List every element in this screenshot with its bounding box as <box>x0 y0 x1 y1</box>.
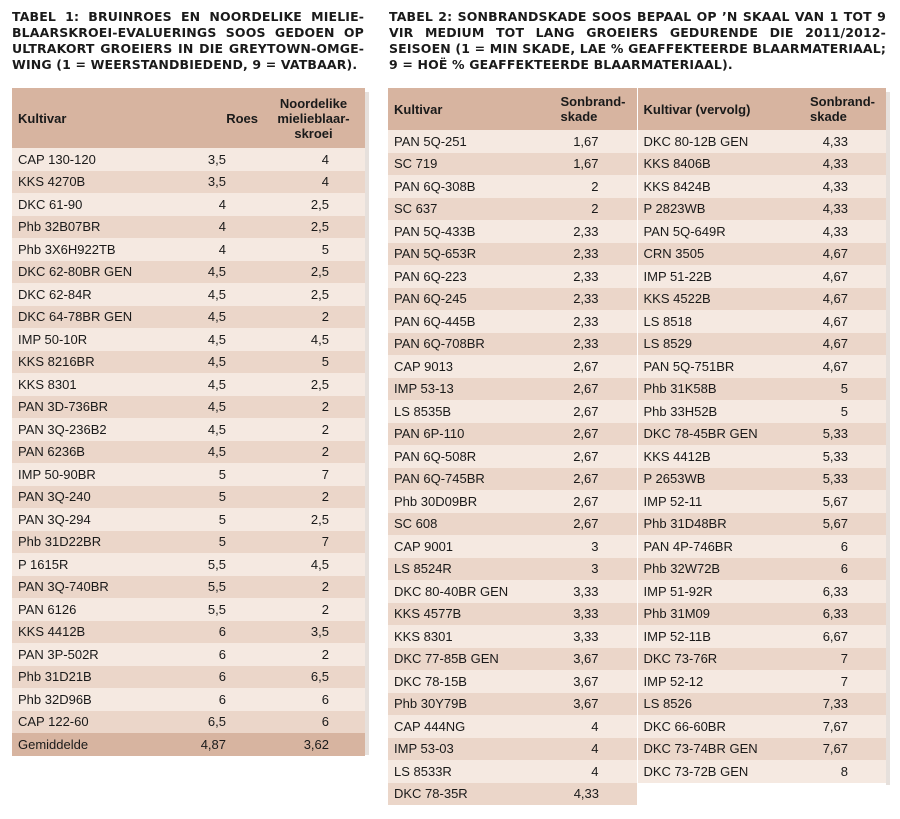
rust-value-cell: 4,5 <box>164 418 264 441</box>
table-row <box>388 153 886 176</box>
sunburn-value-cell: 7 <box>787 670 886 693</box>
nclb-value-cell: 7 <box>264 531 365 554</box>
nclb-value-cell: 5 <box>264 238 365 261</box>
cultivar-cell: PAN 3Q-294 <box>12 508 164 531</box>
cultivar-cell: PAN 3Q-236B2 <box>12 418 164 441</box>
sunburn-value-cell: 4,33 <box>787 175 886 198</box>
table2 <box>388 88 886 805</box>
sunburn-value-cell: 6,33 <box>787 603 886 626</box>
table-row <box>12 396 365 419</box>
table1-body <box>12 148 365 756</box>
table1-header-noordelike-text: Noordelike mielieblaar-skroei <box>277 95 350 141</box>
table-row <box>388 760 886 783</box>
cultivar-cell: SC 719 <box>388 153 538 176</box>
nclb-value-cell: 2 <box>264 576 365 599</box>
cultivar-cell: IMP 51-22B <box>637 265 787 288</box>
cultivar-cell: Phb 32B07BR <box>12 216 164 239</box>
cultivar-cell: P 2653WB <box>637 468 787 491</box>
sunburn-value-cell: 6 <box>787 558 886 581</box>
sunburn-value-cell: 3 <box>538 535 637 558</box>
cultivar-cell: KKS 8301 <box>388 625 538 648</box>
table-row <box>388 378 886 401</box>
rust-value-cell: 4,5 <box>164 306 264 329</box>
table-row <box>12 148 365 171</box>
sunburn-value-cell: 2,33 <box>538 310 637 333</box>
sunburn-value-cell: 8 <box>787 760 886 783</box>
nclb-value-cell: 6 <box>264 711 365 734</box>
sunburn-value-cell: 4,67 <box>787 265 886 288</box>
sunburn-value-cell: 3,67 <box>538 670 637 693</box>
nclb-value-cell: 4,5 <box>264 328 365 351</box>
rust-value-cell: 4,5 <box>164 441 264 464</box>
cultivar-cell: PAN 3D-736BR <box>12 396 164 419</box>
sunburn-value-cell: 2,67 <box>538 468 637 491</box>
sunburn-value-cell: 3,33 <box>538 580 637 603</box>
nclb-value-cell: 2 <box>264 643 365 666</box>
table-row <box>12 643 365 666</box>
rust-value-cell: 4,5 <box>164 373 264 396</box>
cultivar-cell: DKC 80-12B GEN <box>637 130 787 153</box>
cultivar-cell: DKC 64-78BR GEN <box>12 306 164 329</box>
cultivar-cell: KKS 8301 <box>12 373 164 396</box>
cultivar-cell: PAN 6236B <box>12 441 164 464</box>
cultivar-cell: SC 608 <box>388 513 538 536</box>
sunburn-value-cell: 2,67 <box>538 378 637 401</box>
cultivar-cell: PAN 6Q-245 <box>388 288 538 311</box>
sunburn-value-cell: 4,67 <box>787 243 886 266</box>
table-row <box>12 463 365 486</box>
table-row <box>388 198 886 221</box>
table2-header-sonbrandskade <box>538 88 637 130</box>
cultivar-cell: Phb 31D21B <box>12 666 164 689</box>
sunburn-value-cell: 7,67 <box>787 738 886 761</box>
nclb-value-cell: 2,5 <box>264 283 365 306</box>
nclb-value-cell: 2,5 <box>264 373 365 396</box>
table-row <box>12 666 365 689</box>
table-row <box>388 243 886 266</box>
cultivar-cell: PAN 6Q-708BR <box>388 333 538 356</box>
rust-value-cell: 5,5 <box>164 598 264 621</box>
cultivar-cell: IMP 52-11 <box>637 490 787 513</box>
sunburn-value-cell: 7 <box>787 648 886 671</box>
table-row <box>12 193 365 216</box>
nclb-value-cell: 6 <box>264 688 365 711</box>
table2-header-kultivar: Kultivar <box>388 88 538 130</box>
rust-value-cell: 6 <box>164 666 264 689</box>
sunburn-value-cell: 2,67 <box>538 445 637 468</box>
cultivar-cell: PAN 6Q-508R <box>388 445 538 468</box>
cultivar-cell: DKC 62-80BR GEN <box>12 261 164 284</box>
cultivar-cell: P 2823WB <box>637 198 787 221</box>
table-row <box>388 558 886 581</box>
table1 <box>12 88 365 756</box>
table-row <box>12 531 365 554</box>
sunburn-value-cell: 3,67 <box>538 693 637 716</box>
sunburn-value-cell: 2,33 <box>538 220 637 243</box>
table-row <box>388 265 886 288</box>
rust-value-cell: 4,5 <box>164 396 264 419</box>
cultivar-cell: LS 8526 <box>637 693 787 716</box>
cultivar-cell: PAN 3Q-740BR <box>12 576 164 599</box>
table-row <box>388 423 886 446</box>
sunburn-value-cell: 3 <box>538 558 637 581</box>
cultivar-cell: PAN 6Q-745BR <box>388 468 538 491</box>
cultivar-cell: IMP 50-10R <box>12 328 164 351</box>
table-row <box>12 576 365 599</box>
rust-value-cell: 4 <box>164 216 264 239</box>
cultivar-cell: DKC 78-35R <box>388 783 538 806</box>
cultivar-cell: PAN 4P-746BR <box>637 535 787 558</box>
cultivar-cell: CRN 3505 <box>637 243 787 266</box>
sunburn-value-cell: 4,33 <box>787 153 886 176</box>
sunburn-value-cell: 2,67 <box>538 513 637 536</box>
cultivar-cell: KKS 4270B <box>12 171 164 194</box>
cultivar-cell: DKC 80-40BR GEN <box>388 580 538 603</box>
table2-header-sonbrandskade-2-text: Sonbrand-skade <box>810 94 875 124</box>
nclb-value-cell: 2,5 <box>264 508 365 531</box>
table-row <box>12 486 365 509</box>
cultivar-cell: CAP 444NG <box>388 715 538 738</box>
sunburn-value-cell: 5,33 <box>787 468 886 491</box>
nclb-value-cell: 2 <box>264 418 365 441</box>
table-row <box>12 351 365 374</box>
cultivar-cell: IMP 51-92R <box>637 580 787 603</box>
sunburn-value-cell: 5,67 <box>787 513 886 536</box>
nclb-value-cell: 2,5 <box>264 216 365 239</box>
cultivar-cell: CAP 9013 <box>388 355 538 378</box>
nclb-value-cell: 4 <box>264 171 365 194</box>
rust-value-cell: 5 <box>164 508 264 531</box>
table1-header-noordelike <box>264 88 365 148</box>
cultivar-cell: PAN 6126 <box>12 598 164 621</box>
table2-header-sonbrandskade-text: Sonbrand-skade <box>560 94 626 124</box>
cultivar-cell: KKS 4522B <box>637 288 787 311</box>
sunburn-value-cell: 2,67 <box>538 490 637 513</box>
sunburn-value-cell: 2,33 <box>538 265 637 288</box>
sunburn-value-cell: 6,33 <box>787 580 886 603</box>
rust-value-cell: 3,5 <box>164 148 264 171</box>
cultivar-cell: CAP 122-60 <box>12 711 164 734</box>
table-row <box>12 171 365 194</box>
sunburn-value-cell: 4 <box>538 738 637 761</box>
table2-header-kultivar-vervolg: Kultivar (vervolg) <box>637 88 787 130</box>
cultivar-cell: PAN 6P-110 <box>388 423 538 446</box>
nclb-value-cell: 3,5 <box>264 621 365 644</box>
cultivar-cell: DKC 78-15B <box>388 670 538 693</box>
cultivar-cell: Phb 32D96B <box>12 688 164 711</box>
nclb-value-cell: 2 <box>264 396 365 419</box>
cultivar-cell: PAN 6Q-308B <box>388 175 538 198</box>
sunburn-value-cell: 4,33 <box>787 220 886 243</box>
cultivar-cell: PAN 5Q-653R <box>388 243 538 266</box>
rust-value-cell: 3,5 <box>164 171 264 194</box>
rust-value-cell: 5,5 <box>164 576 264 599</box>
rust-value-cell: 4,5 <box>164 283 264 306</box>
table1-caption: TABEL 1: BRUINROES EN NOORDELIKE MIELIEBLAARSKROEI-EVALUERINGS SOOS GEDOEN OP ULTRAKORT GROEIERS IN DIE GREYTOWN-OMGEWING (1 = WEERSTANDBIEDEND, 9 = VATBAAR). <box>12 9 364 72</box>
rust-value-cell: 4 <box>164 238 264 261</box>
table2-header-sonbrandskade-2 <box>787 88 886 130</box>
rust-value-cell: 4,5 <box>164 351 264 374</box>
sunburn-value-cell: 2,33 <box>538 333 637 356</box>
cultivar-cell: Phb 31D48BR <box>637 513 787 536</box>
cultivar-cell: IMP 50-90BR <box>12 463 164 486</box>
sunburn-value-cell: 6,67 <box>787 625 886 648</box>
cultivar-cell: Phb 30D09BR <box>388 490 538 513</box>
nclb-value-cell: 6,5 <box>264 666 365 689</box>
cultivar-cell: DKC 78-45BR GEN <box>637 423 787 446</box>
cultivar-cell: DKC 73-76R <box>637 648 787 671</box>
sunburn-value-cell: 3,67 <box>538 648 637 671</box>
rust-value-cell: 6 <box>164 688 264 711</box>
sunburn-value-cell: 2,67 <box>538 400 637 423</box>
sunburn-value-cell: 2,67 <box>538 423 637 446</box>
sunburn-value-cell: 6 <box>787 535 886 558</box>
cultivar-cell: SC 637 <box>388 198 538 221</box>
table-row <box>12 711 365 734</box>
sunburn-value-cell: 7,67 <box>787 715 886 738</box>
sunburn-value-cell: 4,67 <box>787 333 886 356</box>
table-row <box>12 373 365 396</box>
cultivar-cell: Phb 32W72B <box>637 558 787 581</box>
cultivar-cell: LS 8518 <box>637 310 787 333</box>
cultivar-cell: DKC 73-74BR GEN <box>637 738 787 761</box>
table-row <box>388 355 886 378</box>
cultivar-cell: LS 8535B <box>388 400 538 423</box>
sunburn-value-cell: 5,33 <box>787 423 886 446</box>
sunburn-value-cell: 5,33 <box>787 445 886 468</box>
cultivar-cell: DKC 62-84R <box>12 283 164 306</box>
cultivar-cell: DKC 61-90 <box>12 193 164 216</box>
cultivar-cell: PAN 3Q-240 <box>12 486 164 509</box>
table2-body <box>388 130 886 805</box>
sunburn-value-cell: 2,33 <box>538 288 637 311</box>
cultivar-cell: KKS 8216BR <box>12 351 164 374</box>
sunburn-value-cell: 3,33 <box>538 625 637 648</box>
table2-header-row <box>388 88 886 130</box>
cultivar-cell: Phb 31M09 <box>637 603 787 626</box>
sunburn-value-cell <box>787 783 886 806</box>
rust-value-cell: 5 <box>164 463 264 486</box>
cultivar-cell: PAN 5Q-433B <box>388 220 538 243</box>
cultivar-cell: DKC 66-60BR <box>637 715 787 738</box>
table-row <box>388 648 886 671</box>
sunburn-value-cell: 5,67 <box>787 490 886 513</box>
table1-header-roes: Roes <box>164 88 264 148</box>
table1-footer-row <box>12 733 365 756</box>
table-row <box>12 283 365 306</box>
sunburn-value-cell: 1,67 <box>538 153 637 176</box>
cultivar-cell: P 1615R <box>12 553 164 576</box>
table-row <box>12 441 365 464</box>
cultivar-cell: Phb 30Y79B <box>388 693 538 716</box>
nclb-value-cell: 4,5 <box>264 553 365 576</box>
sunburn-value-cell: 2,67 <box>538 355 637 378</box>
sunburn-value-cell: 4,33 <box>787 198 886 221</box>
table-row <box>388 288 886 311</box>
cultivar-cell: DKC 77-85B GEN <box>388 648 538 671</box>
cultivar-cell: PAN 5Q-751BR <box>637 355 787 378</box>
sunburn-value-cell: 2,33 <box>538 243 637 266</box>
sunburn-value-cell: 4,67 <box>787 310 886 333</box>
table-row <box>12 688 365 711</box>
sunburn-value-cell: 7,33 <box>787 693 886 716</box>
nclb-value-cell: 2 <box>264 306 365 329</box>
cultivar-cell: PAN 6Q-445B <box>388 310 538 333</box>
table-row <box>388 445 886 468</box>
sunburn-value-cell: 4,67 <box>787 355 886 378</box>
rust-value-cell: 6 <box>164 621 264 644</box>
table1-header-kultivar: Kultivar <box>12 88 164 148</box>
cultivar-cell: LS 8524R <box>388 558 538 581</box>
rust-value-cell: 4,5 <box>164 328 264 351</box>
table2-caption: TABEL 2: SONBRANDSKADE SOOS BEPAAL OP ’N SKAAL VAN 1 TOT 9 VIR MEDIUM TOT LANG GROEIERS GEDURENDE DIE 2011/2012-SEISOEN (1 = MIN SKADE, LAE % GEAFFEKTEERDE BLAARMATERIAAL; 9 = HOË % GEAFFEKTEERDE BLAARMATERIAAL). <box>389 9 886 72</box>
sunburn-value-cell: 1,67 <box>538 130 637 153</box>
cultivar-cell: PAN 6Q-223 <box>388 265 538 288</box>
cultivar-cell <box>637 783 787 806</box>
rust-value-cell: 6,5 <box>164 711 264 734</box>
sunburn-value-cell: 2 <box>538 198 637 221</box>
cultivar-cell: CAP 9001 <box>388 535 538 558</box>
table-row <box>388 783 886 806</box>
sunburn-value-cell: 5 <box>787 378 886 401</box>
cultivar-cell: LS 8529 <box>637 333 787 356</box>
table-row <box>388 670 886 693</box>
table-row <box>388 603 886 626</box>
cultivar-cell: Phb 31D22BR <box>12 531 164 554</box>
sunburn-value-cell: 2 <box>538 175 637 198</box>
rust-value-cell: 5 <box>164 531 264 554</box>
average-value: 3,62 <box>264 733 365 756</box>
cultivar-cell: PAN 3P-502R <box>12 643 164 666</box>
table-row <box>388 220 886 243</box>
table-row <box>388 130 886 153</box>
table-row <box>12 553 365 576</box>
cultivar-cell: KKS 4412B <box>12 621 164 644</box>
table-row <box>388 333 886 356</box>
sunburn-value-cell: 4 <box>538 715 637 738</box>
cultivar-cell: CAP 130-120 <box>12 148 164 171</box>
cultivar-cell: KKS 8406B <box>637 153 787 176</box>
table-row <box>388 490 886 513</box>
cultivar-cell: IMP 53-13 <box>388 378 538 401</box>
sunburn-value-cell: 4,33 <box>787 130 886 153</box>
table-row <box>388 513 886 536</box>
sunburn-value-cell: 4 <box>538 760 637 783</box>
table2-shadow <box>886 92 890 785</box>
nclb-value-cell: 2,5 <box>264 261 365 284</box>
table-row <box>12 306 365 329</box>
average-value: 4,87 <box>164 733 264 756</box>
cultivar-cell: IMP 52-11B <box>637 625 787 648</box>
rust-value-cell: 5,5 <box>164 553 264 576</box>
rust-value-cell: 4 <box>164 193 264 216</box>
cultivar-cell: Phb 3X6H922TB <box>12 238 164 261</box>
cultivar-cell: DKC 73-72B GEN <box>637 760 787 783</box>
nclb-value-cell: 5 <box>264 351 365 374</box>
nclb-value-cell: 2,5 <box>264 193 365 216</box>
sunburn-value-cell: 4,33 <box>538 783 637 806</box>
table1-shadow <box>365 92 369 755</box>
table-row <box>12 238 365 261</box>
cultivar-cell: KKS 8424B <box>637 175 787 198</box>
nclb-value-cell: 2 <box>264 486 365 509</box>
table1-header-row <box>12 88 365 148</box>
table-row <box>12 418 365 441</box>
nclb-value-cell: 7 <box>264 463 365 486</box>
table-row <box>388 580 886 603</box>
sunburn-value-cell: 4,67 <box>787 288 886 311</box>
cultivar-cell: PAN 5Q-649R <box>637 220 787 243</box>
table-row <box>388 535 886 558</box>
cultivar-cell: LS 8533R <box>388 760 538 783</box>
cultivar-cell: IMP 53-03 <box>388 738 538 761</box>
table-row <box>388 625 886 648</box>
cultivar-cell: Phb 31K58B <box>637 378 787 401</box>
rust-value-cell: 5 <box>164 486 264 509</box>
cultivar-cell: KKS 4577B <box>388 603 538 626</box>
table-row <box>388 175 886 198</box>
table-row <box>12 621 365 644</box>
table-row <box>12 261 365 284</box>
table-row <box>388 468 886 491</box>
cultivar-cell: Phb 33H52B <box>637 400 787 423</box>
nclb-value-cell: 2 <box>264 441 365 464</box>
average-label: Gemiddelde <box>12 733 164 756</box>
table-row <box>388 738 886 761</box>
cultivar-cell: IMP 52-12 <box>637 670 787 693</box>
table-row <box>388 715 886 738</box>
table-row <box>12 508 365 531</box>
nclb-value-cell: 2 <box>264 598 365 621</box>
sunburn-value-cell: 3,33 <box>538 603 637 626</box>
sunburn-value-cell: 5 <box>787 400 886 423</box>
rust-value-cell: 6 <box>164 643 264 666</box>
cultivar-cell: KKS 4412B <box>637 445 787 468</box>
rust-value-cell: 4,5 <box>164 261 264 284</box>
table-row <box>12 598 365 621</box>
cultivar-cell: PAN 5Q-251 <box>388 130 538 153</box>
table-row <box>12 216 365 239</box>
table-row <box>12 328 365 351</box>
nclb-value-cell: 4 <box>264 148 365 171</box>
table-row <box>388 400 886 423</box>
table-row <box>388 310 886 333</box>
table-row <box>388 693 886 716</box>
